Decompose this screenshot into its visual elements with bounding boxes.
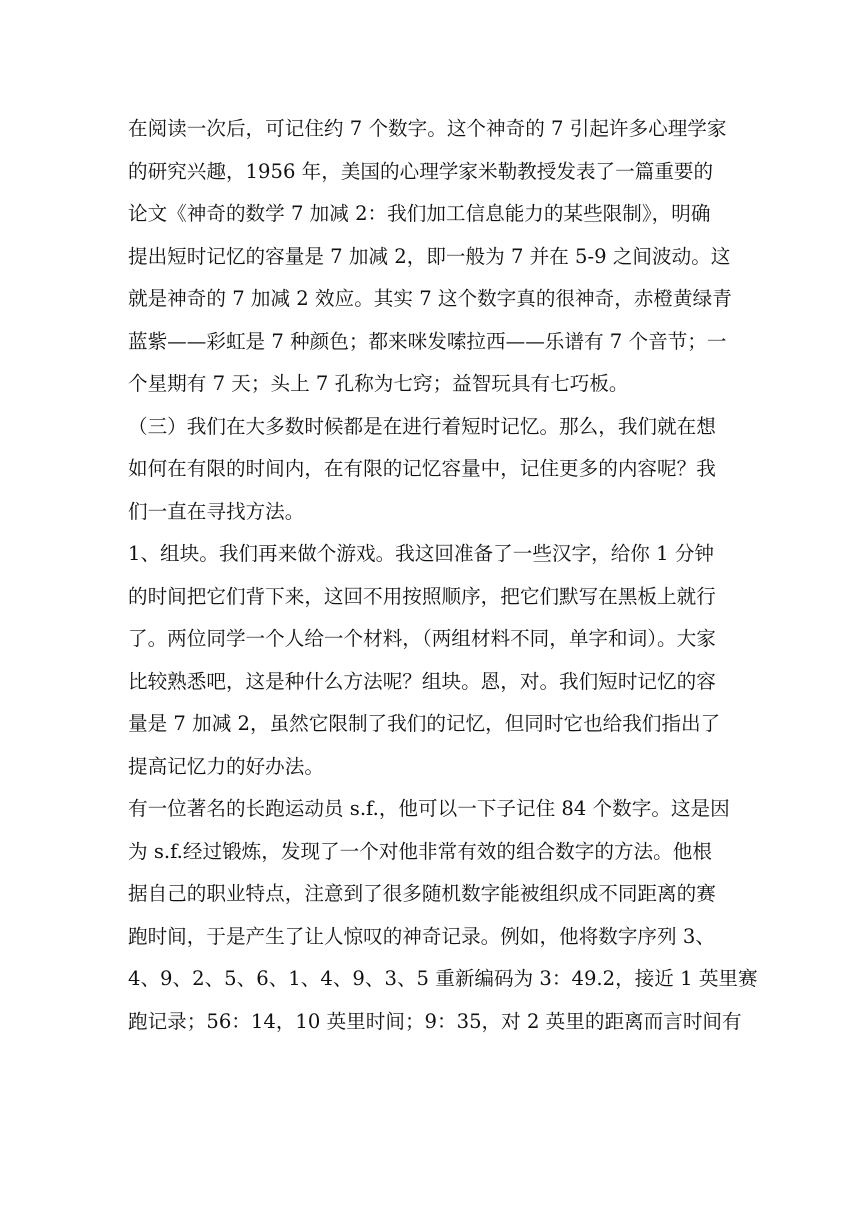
text-line: 为 s.f.经过锻炼，发现了一个对他非常有效的组合数字的方法。他根 xyxy=(128,839,712,863)
text-line: 个星期有 7 天；头上 7 孔称为七窍；益智玩具有七巧板。 xyxy=(128,372,629,395)
text-line: 4、9、2、5、6、1、4、9、3、5 重新编码为 3：49.2，接近 1 英里赛 xyxy=(128,967,758,990)
text-line: 在阅读一次后，可记住约 7 个数字。这个神奇的 7 引起许多心理学家 xyxy=(128,117,727,140)
text-line: 跑记录；56：14，10 英里时间；9：35，对 2 英里的距离而言时间有 xyxy=(128,1009,742,1033)
body-text xyxy=(128,108,758,1043)
text-line: 有一位著名的长跑运动员 s.f.，他可以一下子记住 84 个数字。这是因 xyxy=(128,797,730,820)
text-line: 比较熟悉吧，这是种什么方法呢？组块。恩，对。我们短时记忆的容 xyxy=(128,669,716,693)
text-line: 跑时间，于是产生了让人惊叹的神奇记录。例如，他将数字序列 3、 xyxy=(128,924,715,948)
text-line: 蓝紫——彩虹是 7 种颜色；都来咪发嗦拉西——乐谱有 7 个音节；一 xyxy=(128,329,727,353)
text-line: 的时间把它们背下来，这回不用按照顺序，把它们默写在黑板上就行 xyxy=(128,584,716,608)
text-line: 们一直在寻找方法。 xyxy=(128,499,305,523)
text-line: 提高记忆力的好办法。 xyxy=(128,754,324,778)
text-line: 1、组块。我们再来做个游戏。我这回准备了一些汉字，给你 1 分钟 xyxy=(128,542,715,565)
text-line: 的研究兴趣，1956 年，美国的心理学家米勒教授发表了一篇重要的 xyxy=(128,159,714,183)
text-line: 了。两位同学一个人给一个材料，（两组材料不同，单字和词）。大家 xyxy=(128,627,716,650)
text-line: 提出短时记忆的容量是 7 加减 2，即一般为 7 并在 5-9 之间波动。这 xyxy=(128,244,731,268)
text-line: 量是 7 加减 2，虽然它限制了我们的记忆，但同时它也给我们指出了 xyxy=(128,712,721,735)
text-line: （三）我们在大多数时候都是在进行着短时记忆。那么，我们就在想 xyxy=(128,414,716,438)
text-line: 如何在有限的时间内，在有限的记忆容量中，记住更多的内容呢？我 xyxy=(128,457,716,480)
text-line: 论文《神奇的数学 7 加减 2：我们加工信息能力的某些限制》，明确 xyxy=(128,202,711,225)
text-line: 就是神奇的 7 加减 2 效应。其实 7 这个数字真的很神奇，赤橙黄绿青 xyxy=(128,287,732,310)
text-line: 据自己的职业特点，注意到了很多随机数字能被组织成不同距离的赛 xyxy=(128,882,716,905)
